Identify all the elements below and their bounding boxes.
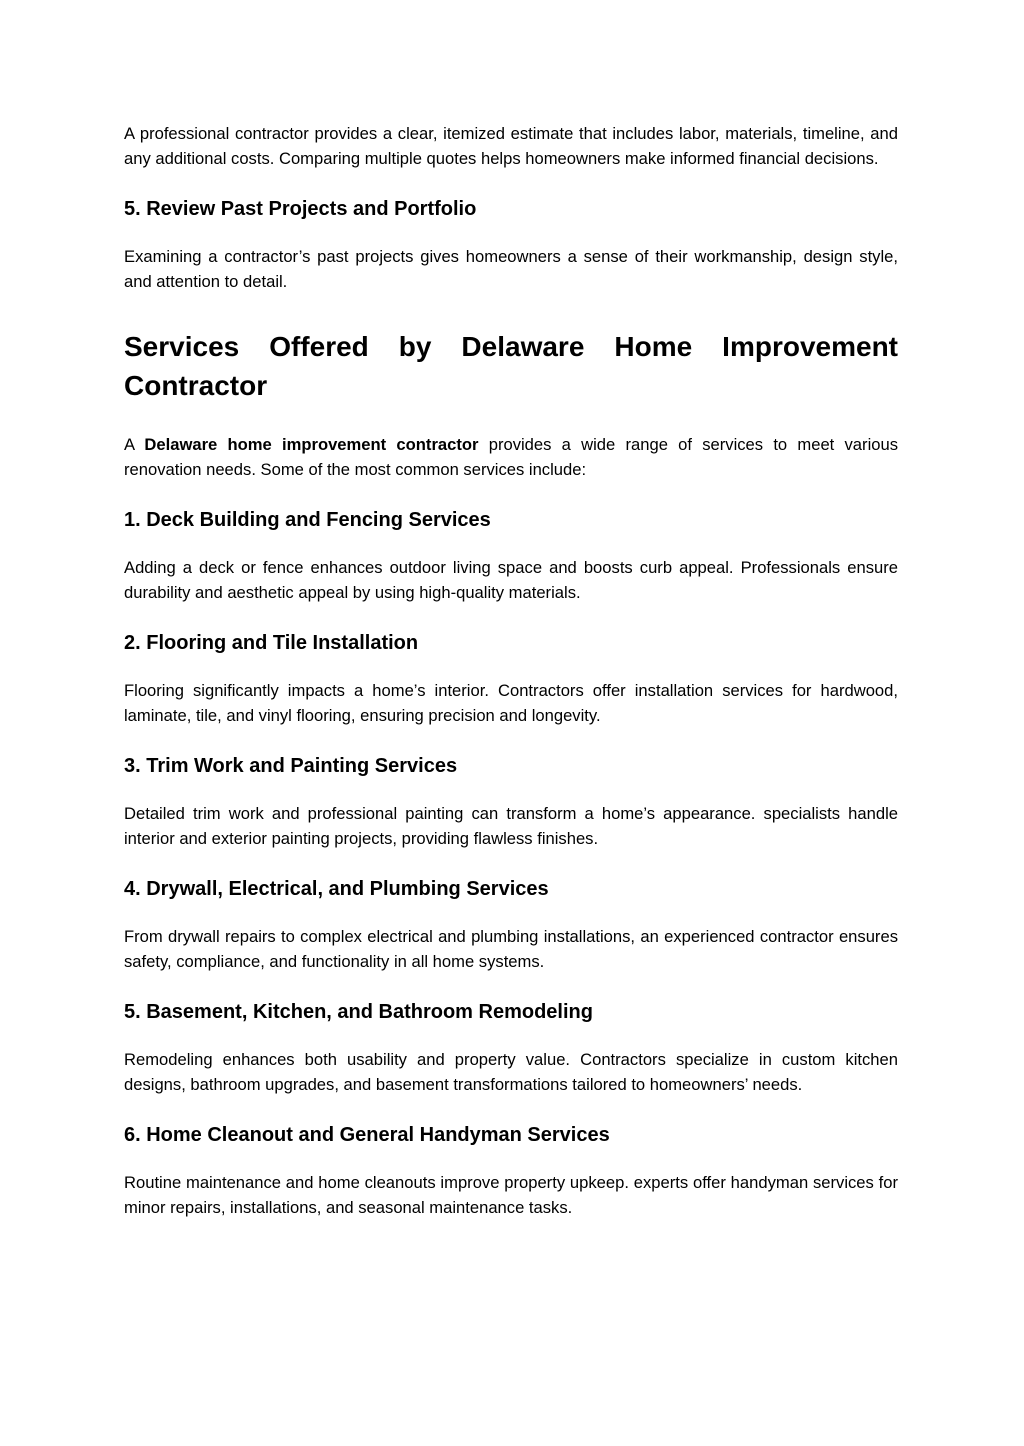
services-heading: Services Offered by Delaware Home Improvement Contractor <box>124 331 898 401</box>
services-intro-bold: Delaware home improvement contractor <box>144 435 479 454</box>
service-paragraph-deck: Adding a deck or fence enhances outdoor living space and boosts curb appeal. Professionals ensure durability and aesthetic appeal by using high-quality materials. <box>124 558 898 602</box>
review-heading: 5. Review Past Projects and Portfolio <box>124 198 477 220</box>
service-paragraph-cleanout: Routine maintenance and home cleanouts improve property upkeep. experts offer handyman services for minor repairs, installations, and seasonal maintenance tasks. <box>124 1173 898 1217</box>
document-page <box>124 121 898 1220</box>
service-heading-deck: 1. Deck Building and Fencing Services <box>124 509 491 531</box>
service-heading-cleanout: 6. Home Cleanout and General Handyman Services <box>124 1124 610 1146</box>
service-heading-remodeling: 5. Basement, Kitchen, and Bathroom Remodeling <box>124 1001 593 1023</box>
service-paragraph-trim: Detailed trim work and professional painting can transform a home’s appearance. specialists handle interior and exterior painting projects, providing flawless finishes. <box>124 804 898 848</box>
service-paragraph-remodeling: Remodeling enhances both usability and property value. Contractors specialize in custom kitchen designs, bathroom upgrades, and basement transformations tailored to homeowners’ needs. <box>124 1050 898 1094</box>
services-intro-prefix: A <box>124 435 145 454</box>
intro-paragraph: A professional contractor provides a clear, itemized estimate that includes labor, materials, timeline, and any additional costs. Comparing multiple quotes helps homeowners make informed financial decisions. <box>124 124 898 168</box>
services-intro-paragraph <box>124 432 898 482</box>
service-heading-drywall: 4. Drywall, Electrical, and Plumbing Services <box>124 878 549 900</box>
services-intro-suffix: provides a wide range of services to meet various renovation needs. Some of the most common services include: <box>124 435 899 479</box>
service-paragraph-drywall: From drywall repairs to complex electrical and plumbing installations, an experienced contractor ensures safety, compliance, and functionality in all home systems. <box>124 927 898 971</box>
service-heading-flooring: 2. Flooring and Tile Installation <box>124 632 419 654</box>
service-paragraph-flooring: Flooring significantly impacts a home’s interior. Contractors offer installation services for hardwood, laminate, tile, and vinyl flooring, ensuring precision and longevity. <box>124 681 898 725</box>
service-heading-trim: 3. Trim Work and Painting Services <box>124 755 458 777</box>
review-paragraph: Examining a contractor’s past projects gives homeowners a sense of their workmanship, design style, and attention to detail. <box>124 247 898 291</box>
